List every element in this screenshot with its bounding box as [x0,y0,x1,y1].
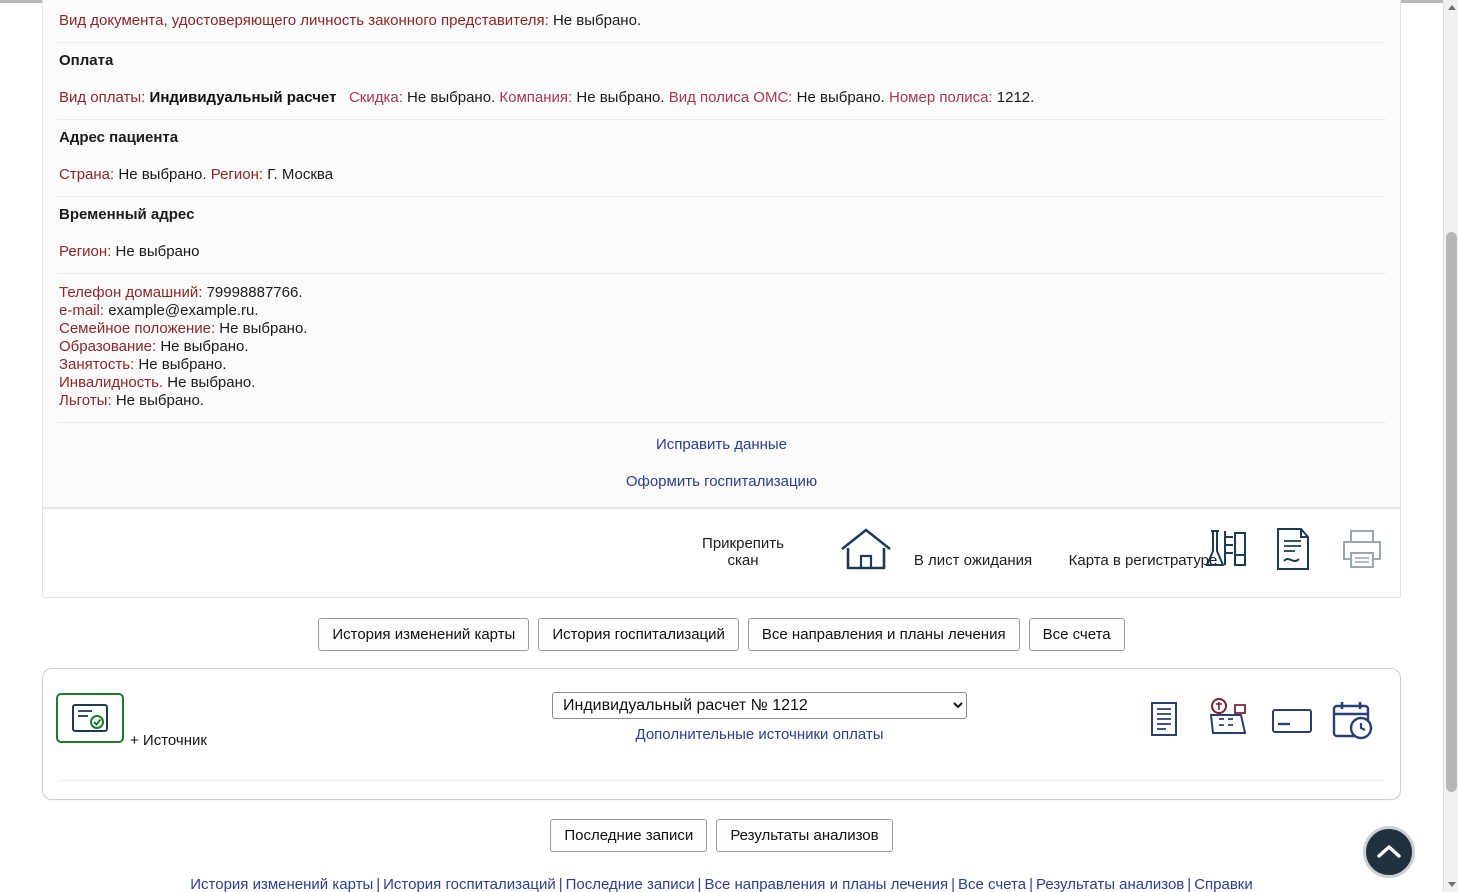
payment-source-icon[interactable] [56,693,124,743]
footer-links [0,852,1443,892]
detail-value: Не выбрано. [219,320,308,337]
button-lab-results[interactable]: Результаты анализов [716,819,892,852]
fix-data-link-label: Исправить данные [655,436,788,453]
register-hospitalization-link[interactable] [57,462,1386,507]
attach-scan-button[interactable]: Прикрепить скан [702,535,784,569]
detail-value: Не выбрано. [138,356,227,373]
tab-all-referrals-and-plans[interactable]: Все направления и планы лечения [748,618,1020,651]
detail-label: Телефон домашний: [59,284,203,301]
company-label: Компания: [499,89,573,106]
fix-data-link[interactable] [57,423,1386,462]
history-tabs-row [0,598,1443,651]
policy-number-label: Номер полиса: [888,89,993,106]
printer-icon-svg [1338,525,1386,573]
detail-label: e-mail: [59,302,105,319]
home-icon[interactable] [829,525,903,577]
panel-divider [58,780,1385,781]
cash-register-icon-svg [1207,697,1249,737]
payment-type-value: Индивидуальный расчет [149,89,337,106]
detail-label: Льготы: [59,392,112,409]
section-title-payment: Оплата [59,52,114,69]
lab-flask-icon[interactable] [1203,525,1251,577]
bottom-buttons-row [0,800,1443,852]
footer-separator: | [951,876,956,892]
region-value: Г. Москва [267,166,334,183]
printer-icon[interactable] [1338,525,1386,577]
calendar-clock-icon-svg [1331,699,1375,741]
detail-benefits [59,392,1384,410]
action-bar [42,508,1401,598]
bank-card-icon[interactable] [1271,707,1313,739]
detail-label: Инвалидность. [59,374,164,391]
invoice-list-icon-svg [1149,701,1179,737]
document-sign-icon[interactable] [1271,525,1315,577]
register-hospitalization-link-label: Оформить госпитализацию [625,473,818,490]
row-payment-details [57,77,1386,120]
detail-value: Не выбрано. [160,338,249,355]
detail-employment [59,356,1384,374]
oms-policy-value: Не выбрано. [796,89,885,106]
add-source-button[interactable]: + Источник [130,732,207,749]
policy-number-value: 1212. [996,89,1035,106]
temp-region-label: Регион: [59,243,112,260]
tab-card-change-history[interactable]: История изменений карты [318,618,529,651]
country-label: Страна: [59,166,115,183]
cash-register-icon[interactable] [1207,697,1249,741]
footer-link-all-referrals-and-plans[interactable]: Все направления и планы лечения [704,876,949,892]
add-to-waiting-list-button[interactable]: В лист ожидания [913,552,1033,569]
tab-all-invoices[interactable]: Все счета [1029,618,1125,651]
footer-link-certificates[interactable]: Справки [1194,876,1253,892]
footer-separator: | [376,876,381,892]
footer-link-hospitalization-history[interactable]: История госпитализаций [383,876,556,892]
extra-payment-sources-link[interactable]: Дополнительные источники оплаты [635,726,884,743]
footer-link-all-invoices[interactable]: Все счета [958,876,1027,892]
oms-policy-label: Вид полиса ОМС: [668,89,793,106]
detail-value: Не выбрано. [115,392,204,409]
row-temp-address [57,231,1386,274]
detail-email [59,302,1384,320]
detail-label: Образование: [59,338,157,355]
payment-source-select[interactable] [552,692,967,719]
bank-card-icon-svg [1271,707,1313,735]
payment-source-panel [42,668,1401,800]
detail-disability [59,374,1384,392]
vertical-scrollbar[interactable] [1443,0,1458,892]
scrollbar-down-arrow[interactable] [1444,877,1458,892]
footer-separator: | [558,876,563,892]
button-recent-records[interactable]: Последние записи [550,819,707,852]
card-to-reception-button[interactable]: Карта в регистратуре [1068,552,1218,569]
row-representative-document [57,0,1386,43]
discount-value: Не выбрано. [407,89,496,106]
patient-info-card [42,0,1401,508]
payment-source-icon-svg [70,702,110,734]
footer-separator: | [697,876,702,892]
detail-value: Не выбрано. [167,374,256,391]
section-title-temp-address: Временный адрес [59,206,195,223]
detail-value: example@example.ru. [108,302,259,319]
chevron-up-icon [1376,843,1402,861]
footer-link-card-change-history[interactable]: История изменений карты [190,876,374,892]
scrollbar-thumb[interactable] [1446,232,1457,792]
detail-marital-status [59,320,1384,338]
detail-education [59,338,1384,356]
section-title-patient-address: Адрес пациента [59,129,179,146]
company-value: Не выбрано. [576,89,665,106]
calendar-clock-icon[interactable] [1331,699,1375,745]
footer-link-lab-results[interactable]: Результаты анализов [1035,876,1185,892]
lab-flask-icon-svg [1203,525,1251,573]
detail-label: Семейное положение: [59,320,216,337]
scroll-to-top-button[interactable] [1363,826,1415,878]
home-icon-svg [837,525,895,573]
invoice-list-icon[interactable] [1149,701,1179,741]
detail-label: Занятость: [59,356,135,373]
representative-document-value: Не выбрано. [552,12,642,29]
region-label: Регион: [210,166,264,183]
row-patient-address [57,154,1386,197]
discount-label: Скидка: [348,89,403,106]
patient-details-list [57,274,1386,423]
document-sign-icon-svg [1271,525,1315,573]
temp-region-value: Не выбрано [115,243,200,260]
detail-value: 79998887766. [206,284,303,301]
country-value: Не выбрано. [118,166,207,183]
tab-hospitalization-history[interactable]: История госпитализаций [538,618,739,651]
footer-separator: | [1187,876,1192,892]
scrollbar-up-arrow[interactable] [1444,0,1458,15]
detail-home-phone [59,284,1384,302]
payment-type-label: Вид оплаты: [59,89,146,106]
representative-document-label: Вид документа, удостоверяющего личность законного представителя: [59,12,549,29]
footer-separator: | [1029,876,1033,892]
footer-link-recent-records[interactable]: Последние записи [565,876,695,892]
